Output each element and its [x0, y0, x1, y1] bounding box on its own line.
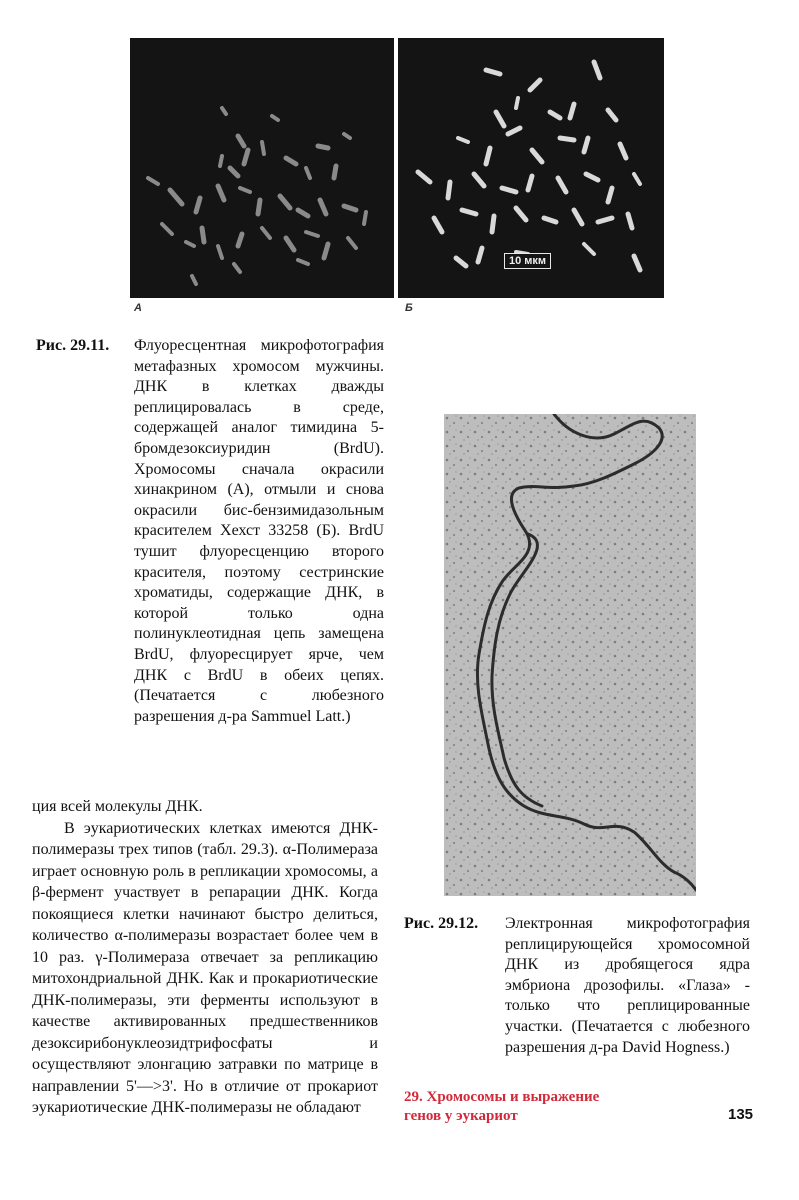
chapter-title-line-1: 29. Хромосомы и выражение	[404, 1089, 600, 1105]
figure-29-12-caption: Электронная микрофотография реплицирующейся хромосомной ДНК из дробящегося ядра эмбриона дрозофилы. «Глаза» - только что реплицированные участки. (Печатается с любезного разрешения д-ра David Hogness.)	[505, 915, 750, 1056]
fluorescent-chromosomes-a	[130, 38, 394, 298]
electron-micrograph	[444, 414, 696, 896]
micrograph-panel-b	[398, 38, 664, 298]
body-text	[32, 796, 378, 1119]
figure-29-11-caption: Флуоресцентная микрофотография метафазных хромосом мужчины. ДНК в клетках дважды реплицировалась в среде, содержащей аналог тимидина 5-бромдезоксиуридин (BrdU). Хромосомы сначала окрасили хинакрином (А), отмыли и снова окрасили бис-бензимидазольным красителем Хехст 33258 (Б). BrdU тушит флуоресценцию второго красителя, поэтому сестринские хроматиды, содержащие ДНК, в которой только одна полинуклеотидная цепь замещена BrdU, флуоресцирует ярче, чем ДНК с BrdU в обеих цепях. (Печатается с любезного разрешения д-ра Sammuel Latt.)	[134, 337, 384, 725]
scale-bar-label: 10 мкм	[509, 255, 547, 267]
micrograph-panel-a	[130, 38, 394, 298]
replicating-dna-strand	[444, 414, 696, 896]
body-text-paragraph: В эукариотических клетках имеются ДНК-полимеразы трех типов (табл. 29.3). α-Полимераза играет основную роль в репликации хромосомы, а β-фермент участвует в репарации ДНК. Когда покоящиеся клетки начинают быстро делиться, количество α-полимеразы возрастает более чем в 10 раз. γ-Полимераза отвечает за репликацию митохондриальной ДНК. Как и прокариотические ДНК-полимеразы, эти ферменты используют в качестве активированных предшественников дезоксирибонуклеозидтрифосфаты и осуществляют элонгацию затравки по матрице в направлении 5'—>3'. Но в отличие от прокариот эукариотические ДНК-полимеразы не обладают	[32, 819, 378, 1116]
body-text-line: ция всей молекулы ДНК.	[32, 798, 203, 815]
panel-a-label: А	[134, 302, 142, 314]
figure-29-11-label: Рис. 29.11.	[36, 337, 110, 354]
scale-bar	[504, 253, 551, 269]
page-number: 135	[728, 1106, 754, 1123]
panel-b-label: Б	[405, 302, 413, 314]
chapter-title	[404, 1088, 599, 1126]
chapter-title-line-2: генов у эукариот	[404, 1108, 518, 1124]
figure-29-12-label: Рис. 29.12.	[404, 915, 479, 932]
